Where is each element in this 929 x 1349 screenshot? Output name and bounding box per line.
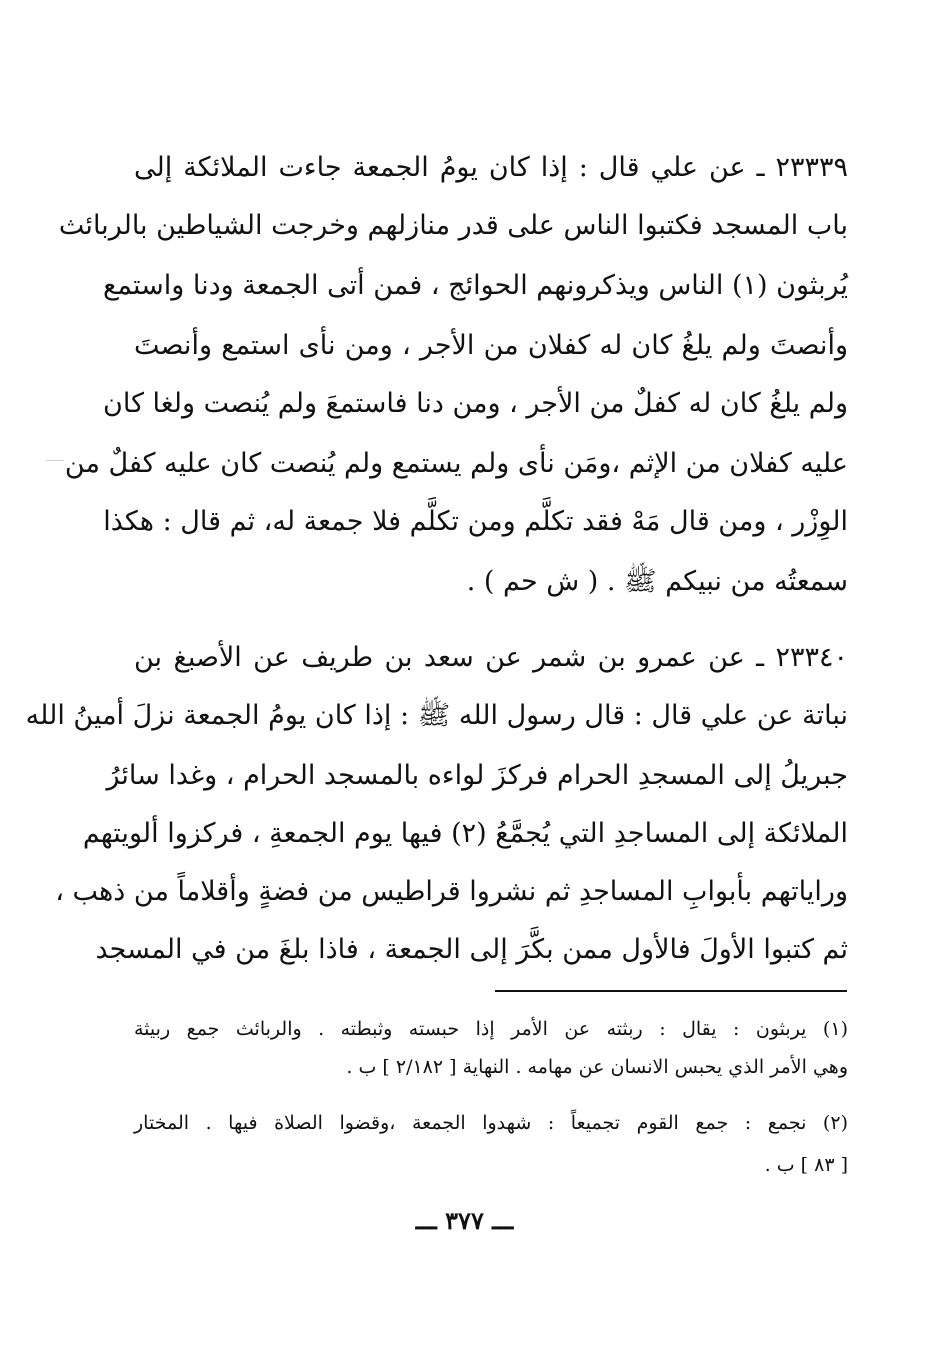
footnote-separator — [495, 990, 847, 992]
page-number: ـــ ٣٧٧ ـــ — [415, 1206, 514, 1235]
footnote-line: (١) يربثون : يقال : ربثته عن الأمر إذا حبسته وثبطته . والربائث جمع ربيثة — [134, 1018, 848, 1040]
footnotes — [134, 1014, 848, 1184]
text-line: ثم كتبوا الأولَ فالأول ممن بكَّرَ إلى الجمعة ، فاذا بلغَ من في المسجد — [95, 934, 848, 965]
text-line: يُربثون (١) الناس ويذكرونهم الحوائج ، فمن أتى الجمعة ودنا واستمع — [103, 270, 848, 301]
footnote-line: [ ٨٣ ] ب . — [764, 1154, 848, 1176]
text-line: الملائكة إلى المساجدِ التي يُجمَّعُ (٢) فيها يوم الجمعةِ ، فركزوا ألويتهم — [82, 818, 848, 849]
text-line: الوِزْر ، ومن قال مَهْ فقد تكلَّم ومن تكلَّم فلا جمعة له، ثم قال : هكذا — [103, 506, 848, 537]
text-line: سمعتُه من نبيكم ﷺ . ( ش حم ) . — [466, 566, 848, 597]
text-line: ٢٣٣٣٩ ـ عن علي قال : إذا كان يومُ الجمعة جاءت الملائكة إلى — [134, 152, 848, 183]
text-line: عليه كفلان من الإثم ،ومَن نأى ولم يستمع ولم يُنصت كان عليه كفلٌ من — [64, 448, 848, 479]
text-line: ٢٣٣٤٠ ـ عن عمرو بن شمر عن سعد بن طريف عن الأصبغ بن — [134, 642, 848, 673]
text-line: باب المسجد فكتبوا الناس على قدر منازلهم وخرجت الشياطين بالربائث — [58, 210, 848, 241]
footnote-line: وهي الأمر الذي يحبس الانسان عن مهامه . النهاية [ ٢/١٨٢ ] ب . — [346, 1056, 848, 1078]
text-line: وأنصتَ ولم يلغُ كان له كفلان من الأجر ، ومن نأى استمع وأنصتَ — [134, 330, 848, 361]
text-line: وراياتهم بأبوابِ المساجدِ ثم نشروا قراطيس من فضةٍ وأقلاماً من ذهب ، — [55, 876, 848, 907]
hadith-23339 — [58, 148, 848, 597]
footnote-line: (٢) نجمع : جمع القوم تجميعاً : شهدوا الجمعة ،وقضوا الصلاة فيها . المختار — [134, 1112, 848, 1134]
hadith-23340 — [25, 638, 848, 978]
text-line: نباتة عن علي قال : قال رسول الله ﷺ : إذا كان يومُ الجمعة نزلَ أمينُ الله — [25, 700, 848, 731]
text-line: ولم يلغُ كان له كفلٌ من الأجر ، ومن دنا فاستمعَ ولم يُنصت ولغا كان — [103, 388, 848, 419]
text-line: جبريلُ إلى المسجدِ الحرام فركزَ لواءه بالمسجد الحرام ، وغدا سائرُ — [106, 760, 848, 791]
margin-scan-mark — [46, 460, 64, 461]
